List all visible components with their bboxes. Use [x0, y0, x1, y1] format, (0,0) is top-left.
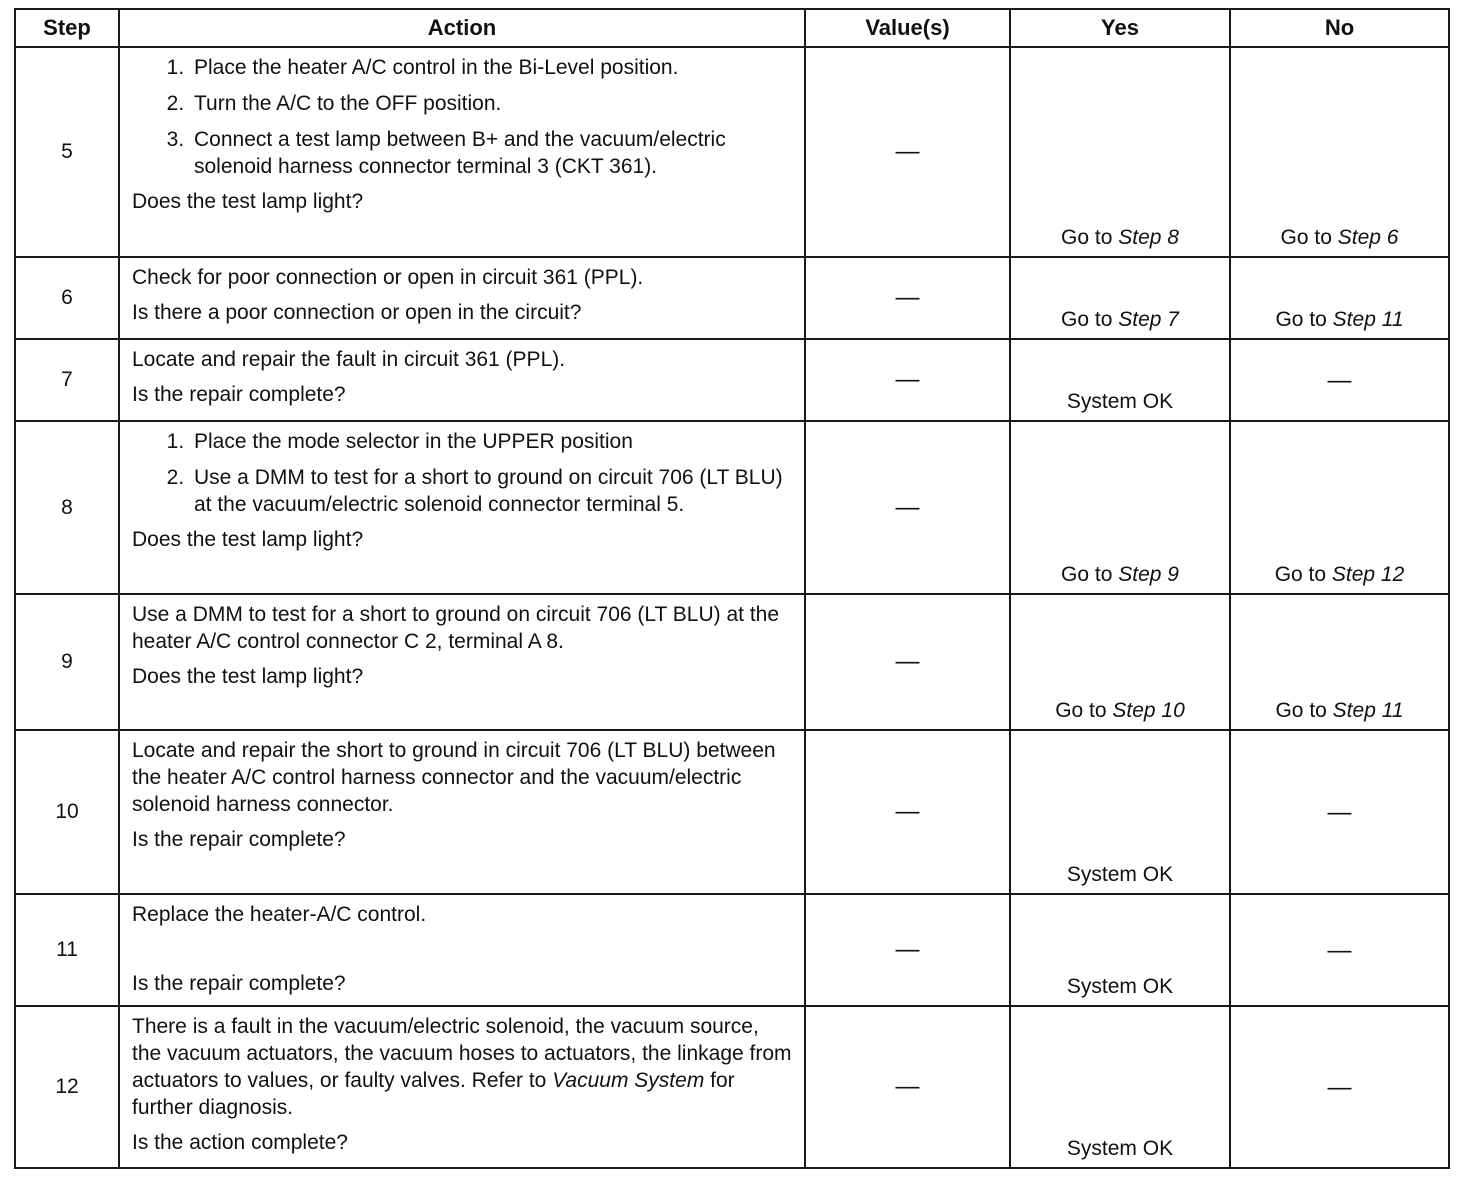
step-number: 10	[15, 730, 119, 894]
action-question: Does the test lamp light?	[132, 665, 364, 688]
yes-step-link: Step 9	[1118, 563, 1179, 586]
no-cell: —	[1230, 730, 1449, 894]
no-cell: —	[1230, 1006, 1449, 1168]
yes-cell	[1010, 47, 1230, 257]
yes-cell: System OK	[1010, 894, 1230, 1006]
action-step-item: 2. Turn the A/C to the OFF position.	[190, 90, 792, 117]
yes-prefix: Go to	[1061, 308, 1119, 331]
action-cell	[119, 894, 805, 1006]
no-cell	[1230, 47, 1449, 257]
yes-cell	[1010, 594, 1230, 730]
table-row	[15, 730, 1449, 894]
table-row	[15, 339, 1449, 421]
step-number: 12	[15, 1006, 119, 1168]
value-cell: —	[805, 1006, 1010, 1168]
action-step-item: 1. Place the heater A/C control in the Bi-Level position.	[190, 54, 792, 81]
value-cell: —	[805, 421, 1010, 594]
step-number: 5	[15, 47, 119, 257]
value-cell: —	[805, 730, 1010, 894]
no-cell: —	[1230, 339, 1449, 421]
action-step-item: 3. Connect a test lamp between B+ and the vacuum/electric solenoid harness connector terminal 3 (CKT 361).	[190, 126, 792, 180]
action-question: Is the repair complete?	[132, 828, 346, 851]
no-step-link: Step 11	[1332, 699, 1404, 722]
action-steps	[132, 54, 792, 180]
header-values: Value(s)	[805, 9, 1010, 47]
header-no: No	[1230, 9, 1449, 47]
action-question: Is the repair complete?	[132, 383, 346, 406]
action-cell	[119, 339, 805, 421]
yes-prefix: Go to	[1055, 699, 1113, 722]
no-prefix: Go to	[1275, 308, 1333, 331]
action-text-after: for further diagnosis.	[132, 1069, 735, 1119]
action-cell	[119, 47, 805, 257]
step-number: 7	[15, 339, 119, 421]
action-cell	[119, 594, 805, 730]
no-step-link: Step 11	[1332, 308, 1404, 331]
action-cell	[119, 257, 805, 339]
action-steps	[132, 428, 792, 518]
action-text: Check for poor connection or open in circuit 361 (PPL).	[132, 266, 644, 289]
yes-step-link: Step 8	[1118, 226, 1179, 249]
value-cell: —	[805, 339, 1010, 421]
yes-cell: System OK	[1010, 1006, 1230, 1168]
header-action: Action	[119, 9, 805, 47]
action-cell	[119, 730, 805, 894]
diagnostic-table	[14, 8, 1450, 1169]
action-text: Locate and repair the fault in circuit 361 (PPL).	[132, 348, 566, 371]
step-number: 9	[15, 594, 119, 730]
action-text: Use a DMM to test for a short to ground on circuit 706 (LT BLU) at the heater A/C control connector C 2, terminal A 8.	[132, 603, 780, 653]
table-row	[15, 1006, 1449, 1168]
action-question: Is the action complete?	[132, 1131, 348, 1154]
action-question: Is the repair complete?	[132, 972, 346, 995]
action-question: Does the test lamp light?	[132, 190, 364, 213]
no-step-link: Step 12	[1331, 563, 1405, 586]
action-text-before: There is a fault in the vacuum/electric solenoid, the vacuum source, the vacuum actuators, the vacuum hoses to actuators, the linkage from actuators to values, or faulty valves. Refer to	[132, 1015, 792, 1092]
step-number: 6	[15, 257, 119, 339]
action-cell	[119, 421, 805, 594]
action-text	[132, 1013, 792, 1121]
yes-cell: System OK	[1010, 730, 1230, 894]
table-row	[15, 894, 1449, 1006]
no-prefix: Go to	[1274, 563, 1332, 586]
vacuum-system-reference: Vacuum System	[552, 1069, 705, 1092]
yes-step-link: Step 7	[1118, 308, 1179, 331]
table-row	[15, 257, 1449, 339]
value-cell: —	[805, 594, 1010, 730]
no-cell	[1230, 594, 1449, 730]
yes-prefix: Go to	[1061, 226, 1119, 249]
header-row	[15, 9, 1449, 47]
table-row	[15, 421, 1449, 594]
header-yes: Yes	[1010, 9, 1230, 47]
no-cell: —	[1230, 894, 1449, 1006]
step-number: 11	[15, 894, 119, 1006]
action-text: Locate and repair the short to ground in circuit 706 (LT BLU) between the heater A/C control harness connector and the vacuum/electric solenoid harness connector.	[132, 739, 776, 816]
header-step: Step	[15, 9, 119, 47]
table-row	[15, 594, 1449, 730]
yes-cell	[1010, 257, 1230, 339]
value-cell: —	[805, 47, 1010, 257]
action-cell	[119, 1006, 805, 1168]
table-row	[15, 47, 1449, 257]
action-question: Is there a poor connection or open in the circuit?	[132, 301, 582, 324]
value-cell: —	[805, 257, 1010, 339]
no-prefix: Go to	[1280, 226, 1338, 249]
action-text: Replace the heater-A/C control.	[132, 903, 427, 926]
yes-cell	[1010, 421, 1230, 594]
row-spacer	[132, 936, 792, 970]
yes-cell: System OK	[1010, 339, 1230, 421]
no-cell	[1230, 257, 1449, 339]
no-cell	[1230, 421, 1449, 594]
action-step-item: 1. Place the mode selector in the UPPER position	[190, 428, 792, 455]
yes-step-link: Step 10	[1112, 699, 1185, 722]
step-number: 8	[15, 421, 119, 594]
action-question: Does the test lamp light?	[132, 528, 364, 551]
yes-prefix: Go to	[1061, 563, 1119, 586]
no-prefix: Go to	[1275, 699, 1333, 722]
value-cell: —	[805, 894, 1010, 1006]
no-step-link: Step 6	[1337, 226, 1399, 249]
action-step-item: 2. Use a DMM to test for a short to ground on circuit 706 (LT BLU) at the vacuum/electric solenoid connector terminal 5.	[190, 464, 792, 518]
